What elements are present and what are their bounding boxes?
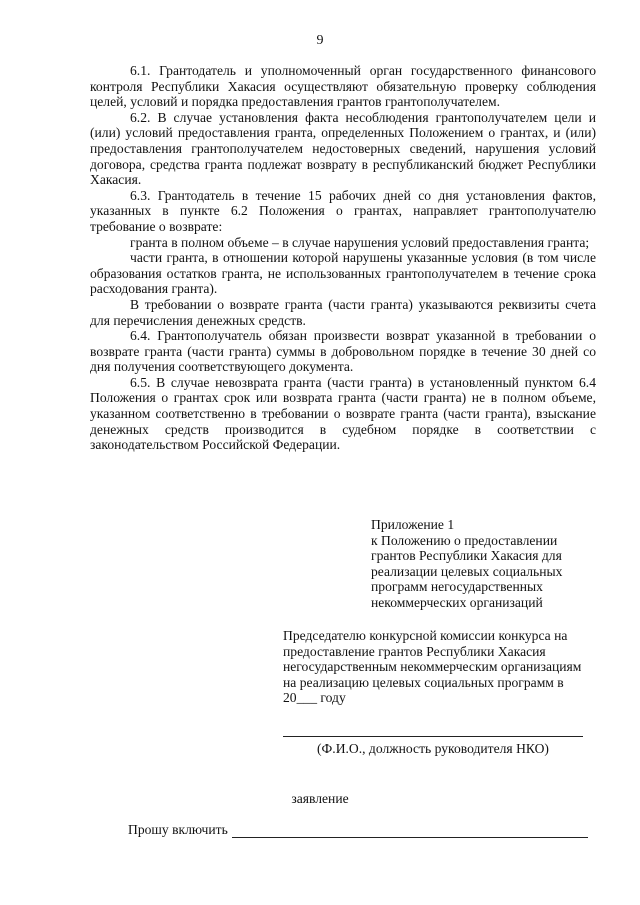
appendix-header xyxy=(371,517,601,611)
main-text-block xyxy=(90,63,596,453)
addressee-year-line: 20___ году xyxy=(283,690,346,706)
paragraph-6-2: 6.2. В случае установления факта несоблюдения грантополучателем цели и (или) условий предоставления гранта, определенных Положением о грантах, и (или) предоставления грантополучателем недостоверных сведений, нарушения условий договора, средства гранта подлежат возврату в республиканский бюджет Республики Хакасия. xyxy=(90,109,596,188)
appendix-line: Приложение 1 xyxy=(371,517,455,532)
paragraph-6-1: 6.1. Грантодатель и уполномоченный орган государственного финансового контроля Республики Хакасия осуществляют обязательную проверку соблюдения целей, условий и порядка предоставления грантов грантополучателем. xyxy=(90,63,596,110)
addressee-line: негосударственным некоммерческим организациям xyxy=(283,659,582,675)
addressee-line: на реализацию целевых социальных программ в xyxy=(283,674,564,690)
paragraph-6-3: 6.3. Грантодатель в течение 15 рабочих дней со дня установления фактов, указанных в пункте 6.2 Положения о грантах, направляет грантополучателю требование о возврате: xyxy=(90,187,596,234)
addressee-line: предоставление грантов Республики Хакасия xyxy=(283,643,546,659)
addressee-block xyxy=(283,628,603,706)
request-label: Прошу включить xyxy=(128,822,228,837)
applicant-name-field-line xyxy=(283,736,583,737)
request-row xyxy=(128,822,588,838)
paragraph-requisites: В требовании о возврате гранта (части гранта) указываются реквизиты счета для перечисления денежных средств. xyxy=(90,296,596,328)
paragraph-return-partial: части гранта, в отношении которой нарушены указанные условия (в том числе образования остатков гранта, не использованных грантополучателем в течение срока расходования гранта). xyxy=(90,250,596,297)
appendix-line: к Положению о предоставлении xyxy=(371,532,558,548)
page-number: 9 xyxy=(316,33,324,48)
paragraph-6-5: 6.5. В случае невозврата гранта (части гранта) в установленный пунктом 6.4 Положения о грантах срок или возврата гранта (части гранта) не в полном объеме, указанном соответственно в требовании о возврате гранта (части гранта), взыскание денежных средств производится в судебном порядке в соответствии с законодательством Российской Федерации. xyxy=(90,374,596,453)
appendix-line: некоммерческих организаций xyxy=(371,594,543,610)
appendix-line: программ негосударственных xyxy=(371,579,543,595)
paragraph-return-full: гранта в полном объеме – в случае нарушения условий предоставления гранта; xyxy=(130,234,590,250)
request-fill-line xyxy=(232,824,588,838)
paragraph-6-4: 6.4. Грантополучатель обязан произвести возврат указанной в требовании о возврате гранта (части гранта) суммы в добровольном порядке в течение 30 дней со дня получения соответствующего документа. xyxy=(90,328,596,375)
addressee-line: Председателю конкурсной комиссии конкурса на xyxy=(283,628,568,643)
appendix-line: реализации целевых социальных xyxy=(371,563,563,579)
appendix-line: грантов Республики Хакасия для xyxy=(371,548,562,564)
applicant-name-caption: (Ф.И.О., должность руководителя НКО) xyxy=(317,741,549,756)
document-title: заявление xyxy=(291,791,349,806)
